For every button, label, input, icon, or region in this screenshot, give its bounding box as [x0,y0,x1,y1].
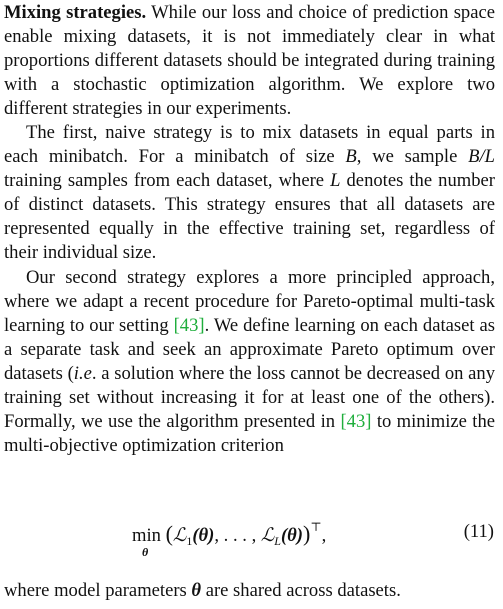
loss-subscript: L [274,534,281,548]
text-run: The first, naive strategy is to mix datasets in equal parts in each minibatch. For a minibatch of size [4,122,495,167]
min-label: min [132,525,161,546]
paragraph-text: While our loss and choice of prediction space enable mixing datasets, it is not immediately clear in what proportions different datasets should be integrated during training with a stochastic optimization algorithm. We explore two different strategies in our experiments. [4,2,495,119]
loss-subscript: 1 [186,534,193,548]
text-run: . a solution where the loss cannot be decreased on any training set without increasing it for at least one of the others). Formally, we use the algorithm presented in [4,363,496,432]
text-run: where model parameters [4,580,192,601]
ie-abbrev: i.e [73,363,92,384]
text-run: training samples from each dataset, where [4,170,331,191]
left-paren: ( [165,521,173,546]
citation-link[interactable]: [43] [340,411,372,432]
paragraph-after-equation [4,579,495,603]
equation-number: (11) [463,521,494,542]
citation-link[interactable]: [43] [173,315,205,336]
text-run: denotes the number of distinct datasets. This strategy ensures that all datasets are represented equally in the effective training set, regardless of their individual size. [4,170,495,263]
loss-argument: (θ) [280,525,303,546]
paragraph-pareto-strategy [4,266,495,458]
right-paren: ) [303,521,311,546]
equation-11 [0,514,503,559]
text-run: to minimize the multi-objective optimization criterion [4,411,495,456]
loss-argument: (θ) [192,525,215,546]
equation-comma: , [321,525,327,546]
ellipsis: , . . . , [214,525,261,546]
text-run: are shared across datasets. [201,580,401,601]
runin-heading: Mixing strategies. [4,2,147,23]
math-B: B [345,146,357,167]
text-run: Our second strategy explores a more principled approach, where we adapt a recent procedure for Pareto-optimal multi-task learning to our setting [4,267,495,336]
math-L: L [330,170,341,191]
paragraph-mixing-strategies [4,1,495,121]
transpose-symbol: ⊤ [310,520,322,534]
loss-symbol: ℒ [260,525,275,546]
loss-symbol: ℒ [172,525,187,546]
math-B-over-L: B/L [468,146,495,167]
min-subscript: θ [142,545,149,559]
min-operator [132,525,161,559]
text-run: , we sample [356,146,469,167]
math-theta: θ [191,580,202,601]
paragraph-naive-strategy [4,121,495,265]
text-run: . We define learning on each dataset as a separate task and seek an approximate Pareto optimum over datasets ( [4,315,496,384]
equation-body [132,520,327,559]
